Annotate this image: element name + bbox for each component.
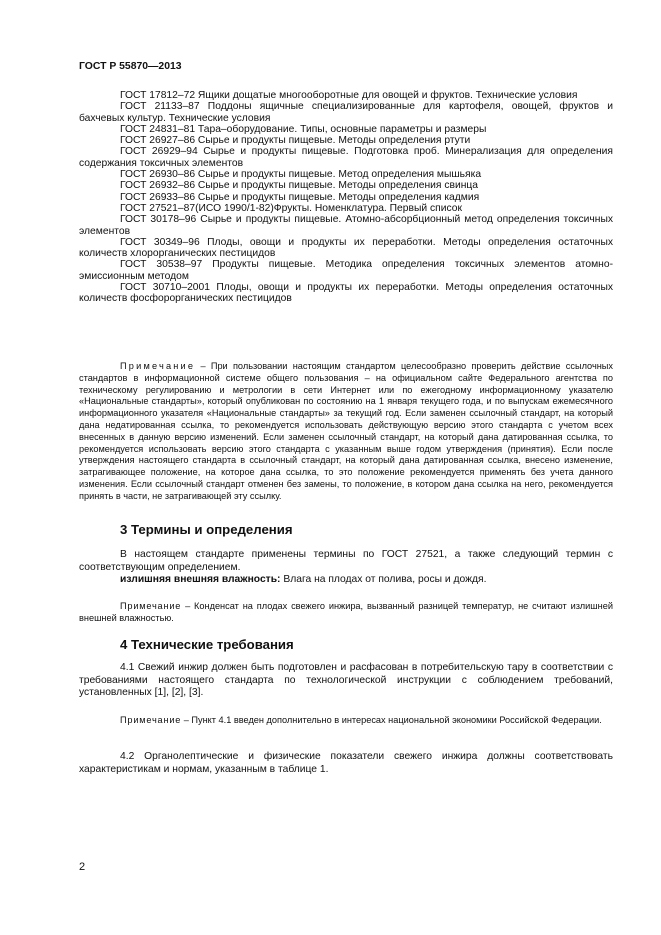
note-paragraph	[79, 361, 613, 503]
clause-4-2: 4.2 Органолептические и физические показатели свежего инжира должны соответствовать характеристикам и нормам, указанным в таблице 1.	[79, 751, 613, 775]
note-text: – Пункт 4.1 введен дополнительно в интересах национальной экономики Российской Федерации.	[181, 715, 602, 725]
reference-item: ГОСТ 30349–96 Плоды, овощи и продукты их переработки. Методы определения остаточных количеств хлорорганических пестицидов	[79, 236, 613, 260]
reference-item: ГОСТ 26929–94 Сырье и продукты пищевые. Подготовка проб. Минерализация для определения содержания токсичных элементов	[79, 146, 613, 169]
normative-references-list	[79, 90, 613, 305]
section-4-p41	[79, 662, 613, 700]
note-paragraph	[79, 715, 613, 727]
section-4	[79, 637, 613, 652]
references-note	[79, 361, 613, 503]
term-definition	[79, 574, 613, 587]
reference-item: ГОСТ 30710–2001 Плоды, овощи и продукты их переработки. Методы определения остаточных количеств фосфорорганических пестицидов	[79, 282, 613, 305]
reference-item: ГОСТ 30538–97 Продукты пищевые. Методика определения токсичных элементов атомно-эмиссионным методом	[79, 259, 613, 282]
reference-item: ГОСТ 26927–86 Сырье и продукты пищевые. Методы определения ртути	[120, 135, 471, 147]
note-text: – Конденсат на плодах свежего инжира, вызванный разницей температур, не считают излишней внешней влажностью.	[79, 601, 613, 623]
reference-item: ГОСТ 27521–87(ИСО 1990/1-82)Фрукты. Номенклатура. Первый список	[120, 202, 462, 214]
section-3-note	[79, 601, 613, 625]
clause-4-1: 4.1 Свежий инжир должен быть подготовлен и расфасован в потребительскую тару в соответствии с требованиями настоящего стандарта по технологической инструкции с соблюдением требований, установленных [1], [2], [3].	[79, 662, 613, 699]
definition: Влага на плодах от полива, росы и дождя.	[280, 574, 487, 586]
reference-item: ГОСТ 30178–96 Сырье и продукты пищевые. Атомно-абсорбционный метод определения токсичных элементов	[79, 214, 613, 237]
section-3-intro: В настоящем стандарте применены термины по ГОСТ 27521, а также следующий термин с соответствующим определением.	[79, 549, 613, 573]
note-paragraph	[79, 601, 613, 625]
section-4-note	[79, 715, 613, 727]
reference-item: ГОСТ 26933–86 Сырье и продукты пищевые. Методы определения кадмия	[120, 191, 480, 203]
section-title: 4 Технические требования	[120, 637, 294, 652]
reference-item: ГОСТ 26930–86 Сырье и продукты пищевые. Метод определения мышьяка	[120, 169, 482, 181]
section-3	[79, 522, 613, 537]
reference-item: ГОСТ 17812–72 Ящики дощатые многооборотные для овощей и фруктов. Технические условия	[120, 90, 578, 101]
section-4-p42	[79, 751, 613, 776]
note-text: – При пользовании настоящим стандартом целесообразно проверить действие ссылочных стандартов в информационной системе общего пользования – на официальном сайте Федерального агентства по техническому регулированию и метрологии в сети Интернет или по ежегодному информационному указателю «Национальные стандарты», который опубликован по состоянию на 1 января текущего года, и по выпускам ежемесячного информационного указателя «Национальные стандарты» за текущий год. Если заменен ссылочный стандарт, на который дана недатированная ссылка, то рекомендуется использовать действующую версию этого стандарта с учетом всех внесенных в данную версию изменений. Если заменен ссылочный стандарт, на который дана датированная ссылка, то рекомендуется использовать версию этого стандарта с указанным выше годом утверждения (принятия). Если после утверждения настоящего стандарта в ссылочный стандарт, на который дана датированная ссылка, внесено изменение, затрагивающее положение, на которое дана ссылка, то это положение рекомендуется применять без учета данного изменения. Если ссылочный стандарт отменен без замены, то положение, в котором дана ссылка на него, рекомендуется принять в части, не затрагивающей эту ссылку.	[79, 361, 613, 501]
term: излишняя внешняя влажность:	[120, 574, 281, 586]
reference-item: ГОСТ 21133–87 Поддоны ящичные специализированные для картофеля, овощей, фруктов и бахчевых культур. Технические условия	[79, 101, 613, 124]
reference-item: ГОСТ 24831–81 Тара–оборудование. Типы, основные параметры и размеры	[120, 123, 487, 135]
section-title: 3 Термины и определения	[120, 522, 293, 537]
reference-item: ГОСТ 26932–86 Сырье и продукты пищевые. Методы определения свинца	[120, 180, 479, 192]
document-header: ГОСТ Р 55870—2013	[79, 61, 182, 72]
note-label: Примечание	[120, 361, 196, 371]
section-3-body	[79, 549, 613, 587]
page-number: 2	[79, 861, 86, 873]
note-label: Примечание	[120, 715, 182, 725]
note-label: Примечание	[120, 601, 182, 611]
